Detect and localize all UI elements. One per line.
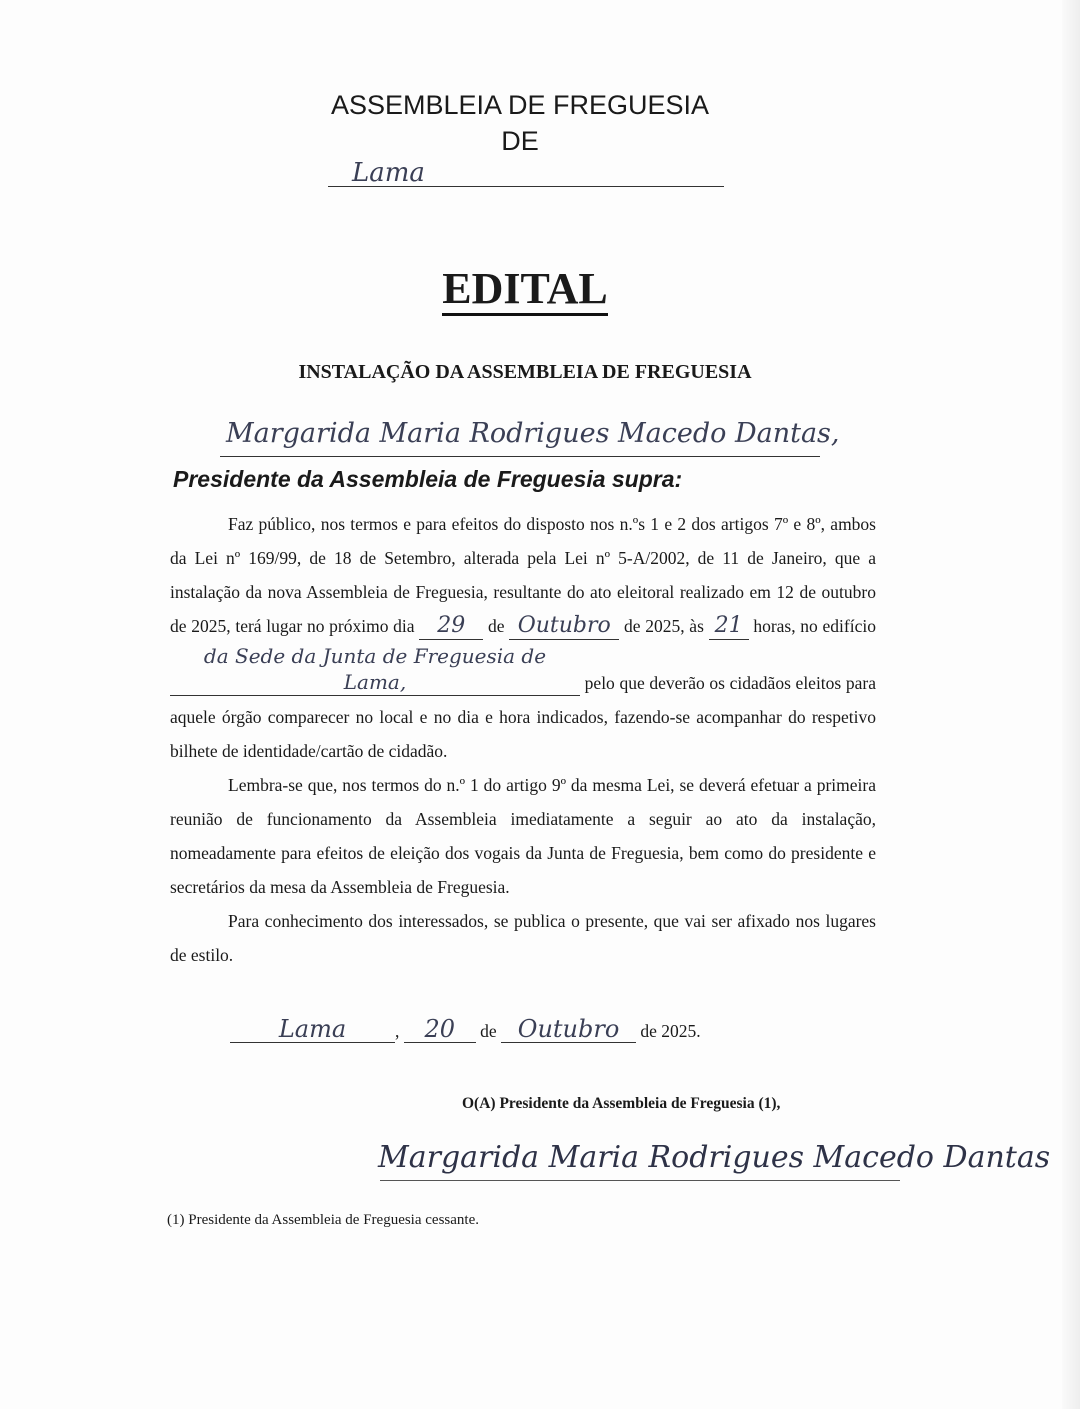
date-place: Lama [230,1016,395,1043]
installation-month: Outubro [509,613,619,640]
date-comma: , [395,1021,400,1041]
signature-line [380,1180,900,1181]
installation-hour: 21 [709,613,749,640]
p1-text-c: de 2025, às [623,616,704,636]
president-role: Presidente da Assembleia de Freguesia supra: [173,466,683,492]
p1-text-b: de [488,616,505,636]
document-subtitle: INSTALAÇÃO DA ASSEMBLEIA DE FREGUESIA [298,361,752,383]
footnote: (1) Presidente da Assembleia de Freguesia cessante. [167,1212,479,1228]
p1-text-e: pelo que deverão os cidadãos eleitos para aquele órgão comparecer no local e no dia e hora indicados, fazendo-se acompanhar do respetivo bilhete de identidade/cartão de cidadão. [170,673,877,761]
president-name-handwritten: Margarida Maria Rodrigues Macedo Dantas, [226,418,840,449]
paragraph-3: Para conhecimento dos interessados, se publica o presente, que vai ser afixado nos lugares de estilo. [170,911,876,965]
paragraph-2: Lembra-se que, nos termos do n.º 1 do artigo 9º da mesma Lei, se deverá efetuar a primeira reunião de funcionamento da Assembleia imediatamente a seguir ao ato da instalação, nomeadamente para efeitos de eleição dos vogais da Junta de Freguesia, bem como do presidente e secretários da mesa da Assembleia de Freguesia. [170,775,876,897]
title-text: EDITAL [442,264,607,316]
date-month: Outubro [501,1016,636,1043]
signature-label: O(A) Presidente da Assembleia de Freguesia (1), [462,1095,781,1112]
scan-edge [1062,0,1080,1409]
date-line [230,1016,701,1043]
paragraph-1 [170,507,876,768]
installation-building: da Sede da Junta de Freguesia de Lama, [170,643,580,696]
date-de: de [480,1021,497,1041]
installation-day: 29 [419,613,483,640]
name-line [220,456,820,457]
signature: Margarida Maria Rodrigues Macedo Dantas [378,1140,1051,1175]
document-title [0,263,1050,314]
p1-text-d: horas, no edifício [753,616,876,636]
date-year: de 2025. [640,1021,701,1041]
p1-text-a: Faz público, nos termos e para efeitos do disposto nos n.ºs 1 e 2 dos artigos 7º e 8º, ambos da Lei nº 169/99, de 18 de Setembro, alterada pela Lei nº 5-A/2002, de 11 de Janeiro, que a instalação da nova Assembleia de Freguesia, resultante do ato eleitoral realizado em 12 de outubro de 2025, terá lugar no próximo dia [170,514,876,636]
header-line1: ASSEMBLEIA DE FREGUESIA [330,90,710,120]
header-line2: DE [501,126,539,156]
document-body [170,507,876,972]
parish-name-handwritten: Lama [352,158,425,188]
date-day: 20 [404,1016,476,1043]
